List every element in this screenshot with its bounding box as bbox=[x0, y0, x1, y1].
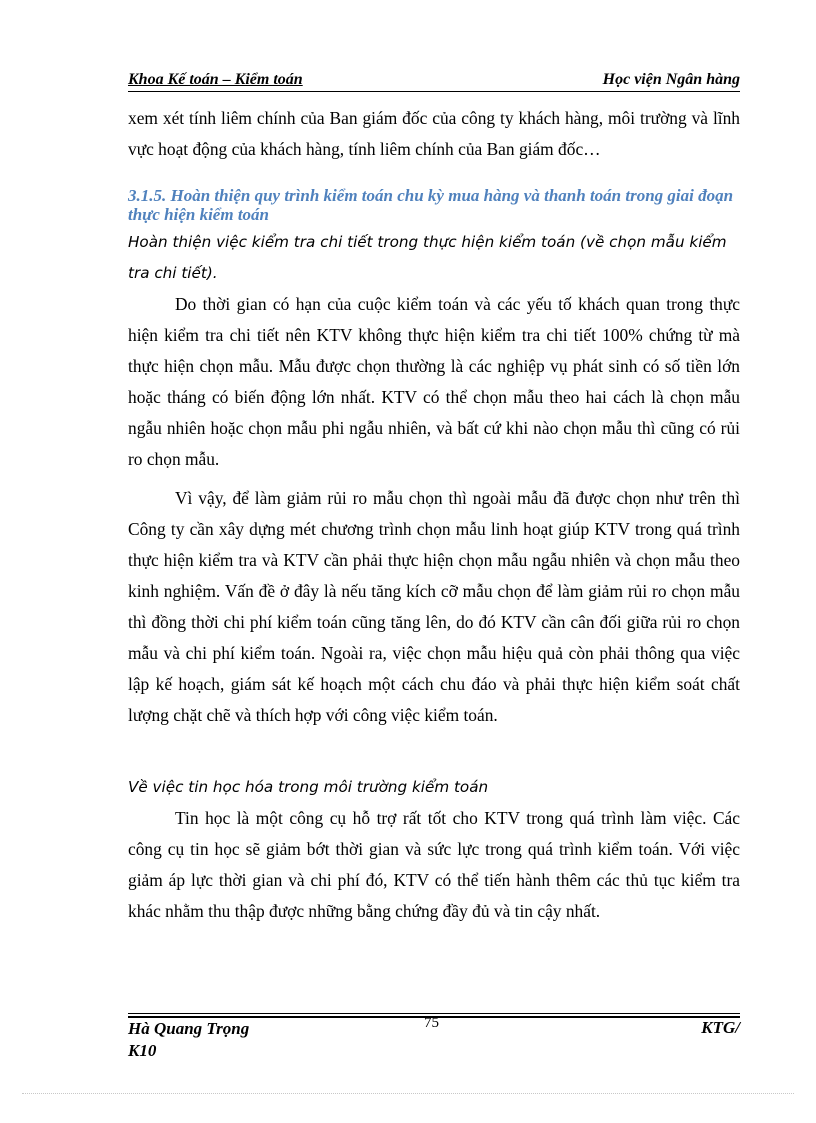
intro-paragraph: xem xét tính liêm chính của Ban giám đốc của công ty khách hàng, môi trường và lĩnh vực hoạt động của khách hàng, tính liêm chính của Ban giám đốc… bbox=[128, 108, 740, 159]
section-heading: 3.1.5. Hoàn thiện quy trình kiểm toán chu kỳ mua hàng và thanh toán trong giai đoạn thực hiện kiểm toán bbox=[128, 186, 734, 224]
footer-class-code: KTG/ bbox=[701, 1018, 740, 1037]
paragraph-sampling-risk: Vì vậy, để làm giảm rủi ro mẫu chọn thì ngoài mẫu đã được chọn như trên thì Công ty cần xây dựng mét chương trình chọn mẫu linh hoạt giúp KTV trong quá trình thực hiện kiểm tra và KTV cần phải thực hiện chọn mẫu ngẫu nhiên và chọn mẫu theo kinh nghiệm. Vấn đề ở đây là nếu tăng kích cỡ mẫu chọn để làm giảm rủi ro chọn mẫu thì đồng thời chi phí kiểm toán cũng tăng lên, do đó KTV cần cân đối giữa rủi ro chọn mẫu và chi phí kiểm toán. Ngoài ra, việc chọn mẫu hiệu quả còn phải thông qua việc lập kế hoạch, giám sát kế hoạch một cách chu đáo và phải thực hiện kiểm soát chất lượng chặt chẽ và thích hợp với công việc kiểm toán. bbox=[128, 488, 740, 725]
subheading-sample-testing: Hoàn thiện việc kiểm tra chi tiết trong thực hiện kiểm toán (về chọn mẫu kiểm tra chi tiết). bbox=[128, 233, 727, 282]
paragraph-it-tools: Tin học là một công cụ hỗ trợ rất tốt cho KTV trong quá trình làm việc. Các công cụ tin học sẽ giảm bớt thời gian và sức lực trong quá trình kiểm toán. Với việc giảm áp lực thời gian và chi phí đó, KTV có thể tiến hành thêm các thủ tục kiểm tra khác nhằm thu thập được những bằng chứng đầy đủ và tin cậy nhất. bbox=[128, 808, 740, 921]
page-footer bbox=[128, 1013, 740, 1063]
footer-rule bbox=[128, 1013, 740, 1014]
footer-author bbox=[128, 1018, 249, 1062]
author-class: K10 bbox=[128, 1041, 157, 1060]
author-name: Hà Quang Trọng bbox=[128, 1019, 250, 1038]
header-institution: Học viện Ngân hàng bbox=[602, 71, 740, 88]
page-header bbox=[128, 71, 740, 93]
paragraph-sampling: Do thời gian có hạn của cuộc kiểm toán và các yếu tố khách quan trong thực hiện kiểm tra chi tiết nên KTV không thực hiện kiểm tra chi tiết 100% chứng từ mà thực hiện chọn mẫu. Mẫu được chọn thường là các nghiệp vụ phát sinh có số tiền lớn hoặc tháng có biến động lớn nhất. KTV có thể chọn mẫu theo hai cách là chọn mẫu ngẫu nhiên hoặc chọn mẫu phi ngẫu nhiên, và bất cứ khi nào chọn mẫu thì cũng có rủi ro chọn mẫu. bbox=[128, 294, 740, 469]
header-rule bbox=[128, 91, 740, 92]
page-bottom-border bbox=[22, 1093, 794, 1094]
page-number: 75 bbox=[424, 1015, 439, 1031]
subheading-computerization: Về việc tin học hóa trong môi trường kiểm toán bbox=[128, 778, 489, 796]
header-faculty: Khoa Kế toán – Kiểm toán bbox=[128, 71, 303, 88]
